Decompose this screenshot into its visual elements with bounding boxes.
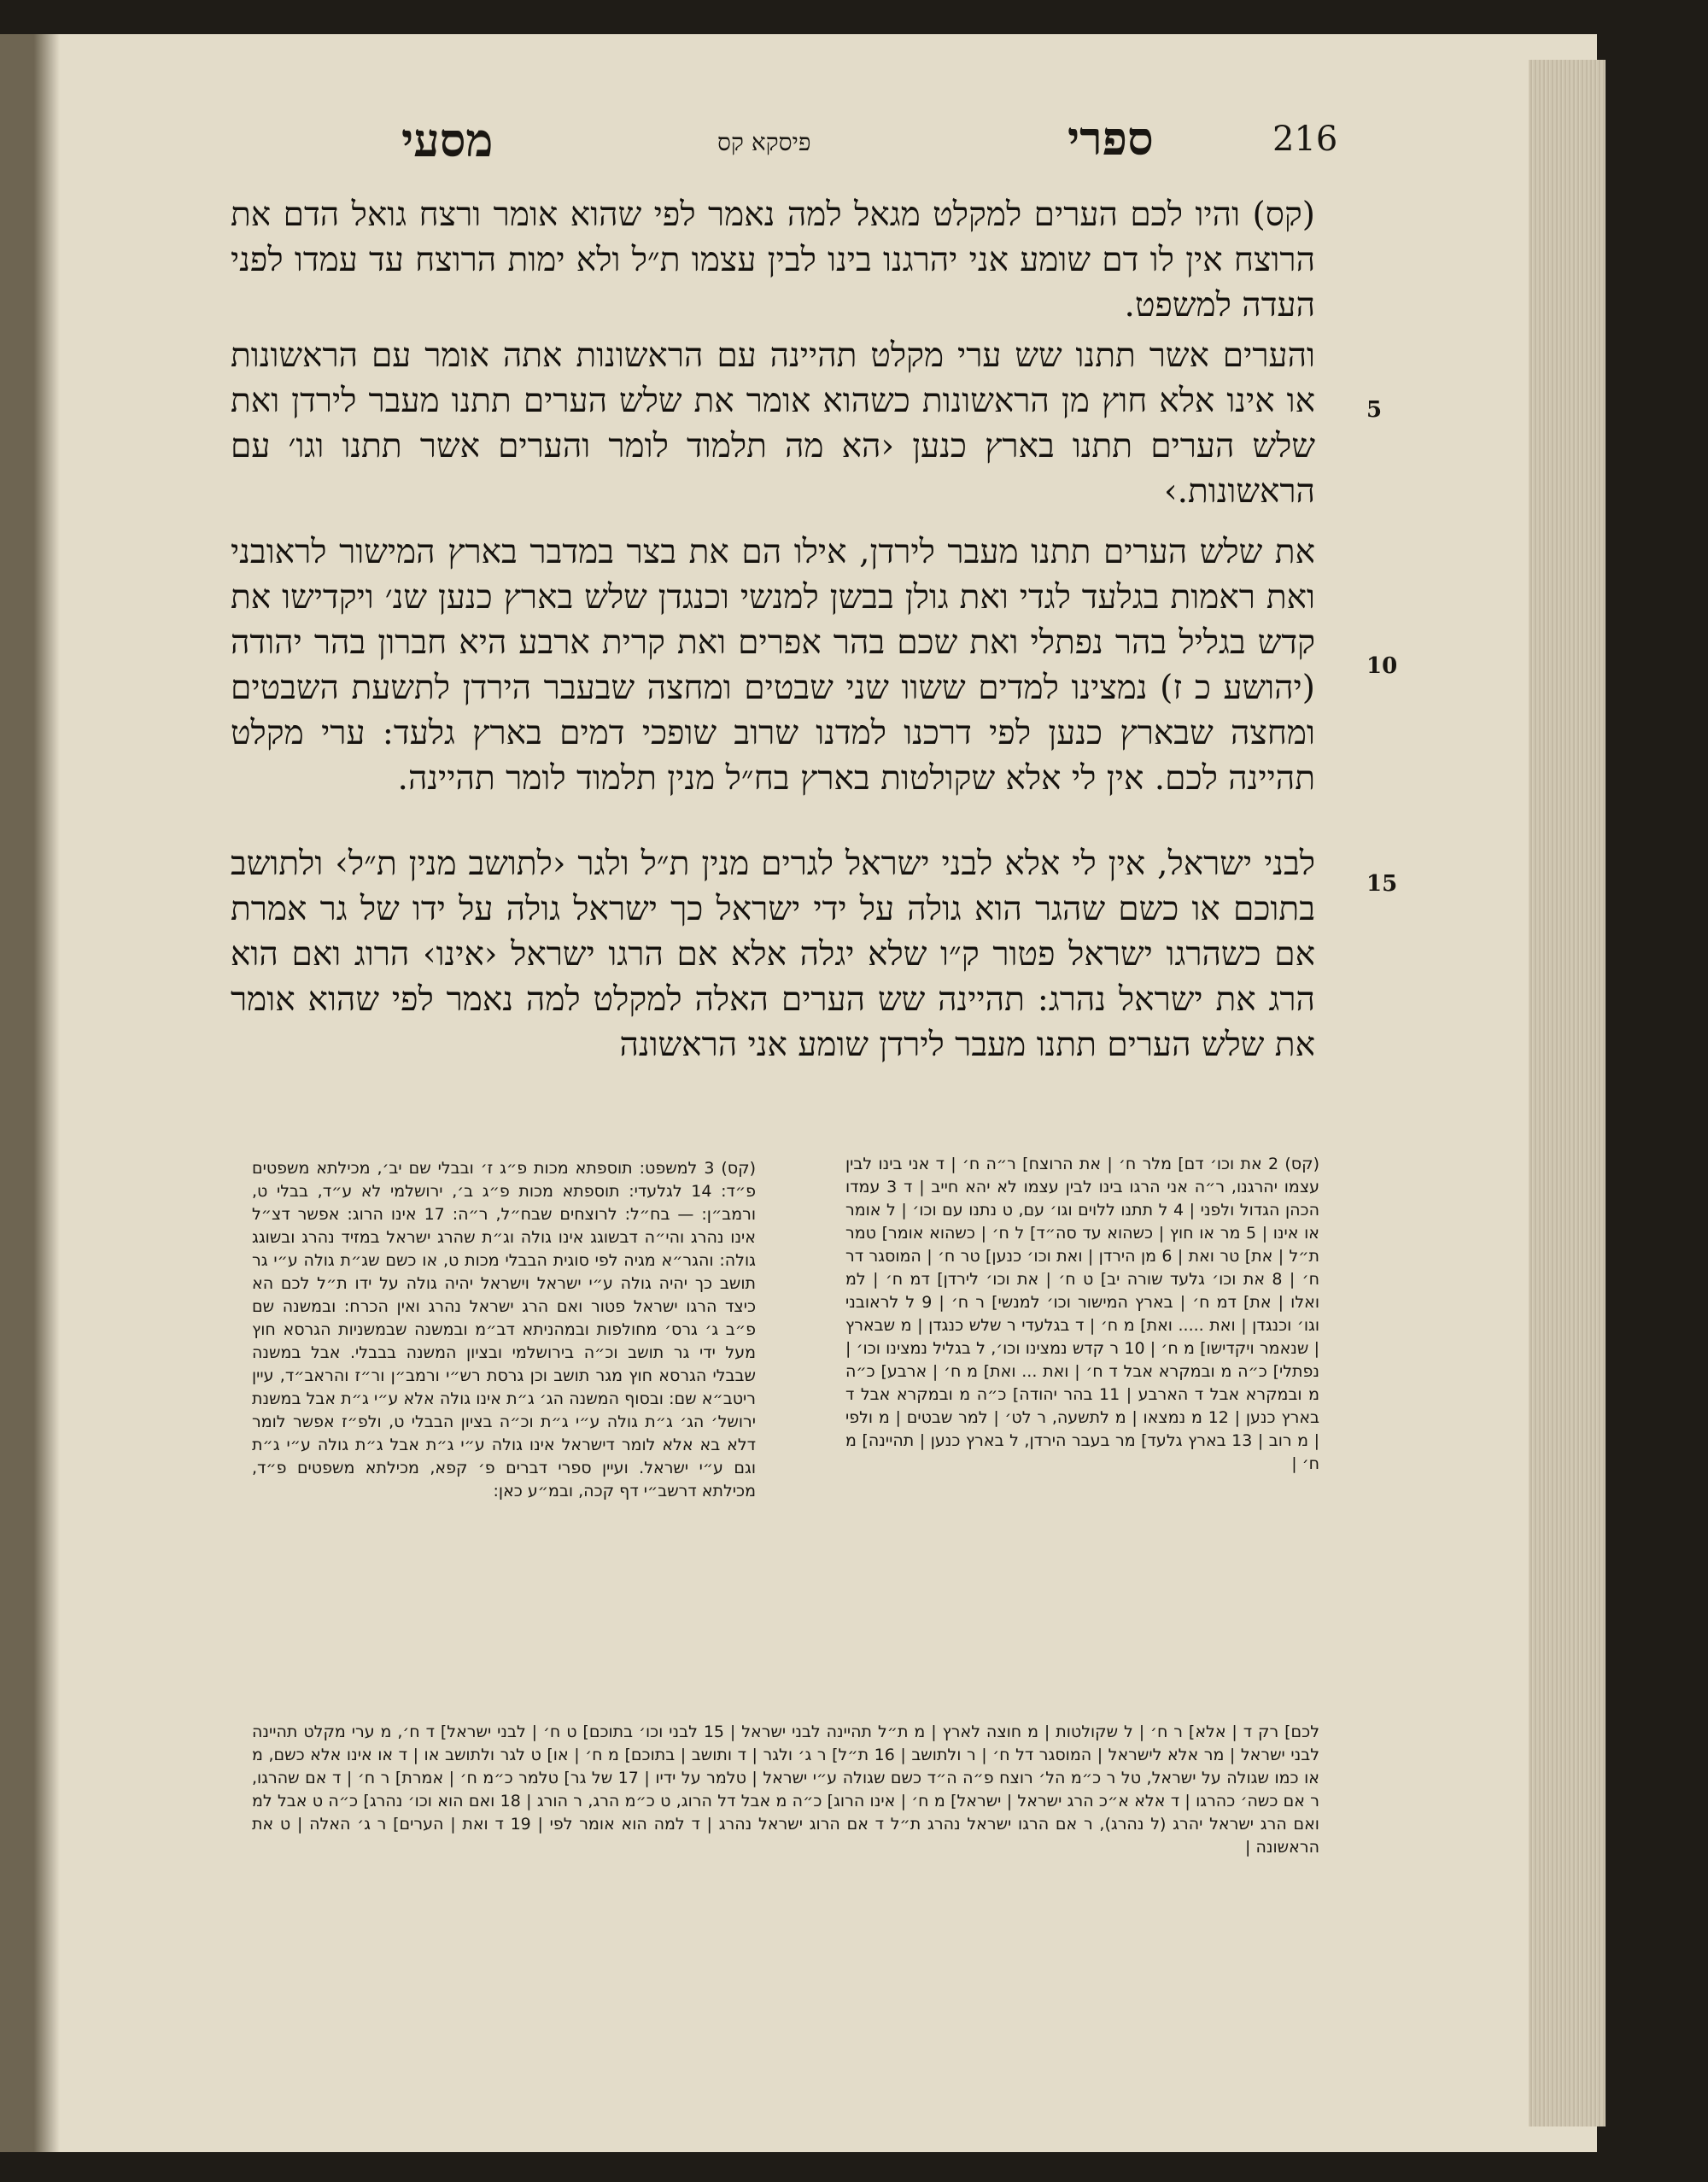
facing-page-edge (0, 34, 34, 2152)
variant-readings-continued: לכם] רק ד | אלא] ר ח׳ | ל שקולטות | מ חוצה לארץ | מ ת״ל תהיינה לבני ישראל | 15 לבני וכו׳ בתוכם] ט ח׳ | לבני ישראל] ד ח׳, מ ערי מקלט תהיינה לבני ישראל | מר אלא לישראל | המוסגר דל ח׳ | ר ולתושב | 16 ת״ל] ר ג׳ ולגר | ד ותושב | בתוכם] מ ח׳ | או] ט לגר ולתושב או | ד או אינו אלא כשם, מ או כמו שגולה על ישראל, טל ר כ״מ הל׳ רוצח פ״ה ה״ד כשם שגולה ע״י ישראל | טלמר על ידיו | 17 של גר] טלמר כ״מ ח׳ | אמרת] ר ח׳ | ד אם שהרגו, ר אם כשה׳ כהרגו | ד אלא א״כ הרג ישראל | ישראל] מ ח׳ | אינו הרוג] כ״ה מ אבל דל הרוג, ט כ״מ הרג, ר הורג | 18 ואם הוא וכו׳ נהרג] כ״ה ט אבל למ ואם הרג ישראל יהרג (ל נהרג), ר אם הרגו ישראל נהרג ת״ל ד אם הרוג ישראל נהרג | ד למה הוא אומר לפי | 19 ד ואת | הערים] ר ג׳ האלה | ט את הראשונה | (252, 1723, 1320, 1857)
line-number-5: 5 (1366, 397, 1383, 423)
main-text-paragraph-2: והערים אשר תתנו שש ערי מקלט תהיינה עם הראשונות אתה אומר עם הראשונות או אינו אלא חוץ מן הראשונות כשהוא אומר את שלש הערים תתנו מעבר לירדן ואת שלש הערים תתנו בארץ כנען ‹הא מה תלמוד לומר והערים אשר תתנו וגו׳ עם הראשונות.› (231, 336, 1315, 511)
page-stack-edge (1529, 60, 1606, 2126)
running-head-parsha: מסעי (401, 113, 494, 167)
line-number-15: 15 (1366, 871, 1398, 897)
main-text-paragraph-4: לבני ישראל, אין לי אלא לבני ישראל לגרים מנין ת״ל ולגר ‹לתושב מנין ת״ל› ולתושב בתוכם או כשם שהגר הוא גולה על ידי ישראל כך ישראל גולה על ידו של גר אמרת אם כשהרגו ישראל פטור ק״ו שלא יגלה אלא אם הרגו ישראל ‹אינו› הרוג ואם הוא הרג את ישראל נהרג: תהיינה שש הערים האלה למקלט למה נאמר לפי שהוא אומר את שלש הערים תתנו מעבר לירדן שומע אני הראשונה (231, 845, 1315, 1064)
main-text-paragraph-3: את שלש הערים תתנו מעבר לירדן, אילו הם את בצר במדבר בארץ המישור לראובני ואת ראמות בגלעד לגדי ואת גולן בבשן למנשי וכנגדן שלש בארץ כנען שנ׳ ויקדישו את קדש בגליל בהר נפתלי ואת שכם בהר אפרים ואת קרית ארבע היא חברון בהר יהודה (יהושע כ ז) נמצינו למדים ששוו שני שבטים ומחצה שבעבר הירדן לתשעת השבטים ומחצה שבארץ כנען לפי דרכנו למדנו שרוב שופכי דמים בארץ גלעד: ערי מקלט תהיינה לכם. אין לי אלא שקולטות בארץ בח״ל מנין תלמוד לומר תהיינה. (231, 533, 1315, 798)
running-head-book: ספרי (1068, 111, 1154, 166)
page-number: 216 (1272, 120, 1338, 159)
main-text-paragraph-1: (קס) והיו לכם הערים למקלט מגאל למה נאמר לפי שהוא אומר ורצח גואל הדם את הרוצח אין לו דם שומע אני יהרגנו בינו לבין עצמו ת״ל ולא ימות הרוצח עד עמדו לפני העדה למשפט. (231, 196, 1315, 325)
binding-shadow (34, 34, 60, 2152)
variant-readings-apparatus: (קס) 2 את וכו׳ דם] מלר ח׳ | את הרוצח] ר״ה ח׳ | ד אני בינו לבין עצמו יהרגנו, ר״ה אני הרגו בינו לבין עצמו לא יהא חייב | ד 3 עמדו הכהן הגדול ולפני | 4 ל תתנו ללוים וגו׳ עם, ט נתנו עם וכו׳ | ל אומר או אינו | 5 מר או חוץ | כשהוא עד סה״ד] ל ח׳ | כשהוא אומר] טמר ת״ל | את] טר ואת | 6 מן הירדן | ואת וכו׳ כנען] טר ח׳ | המוסגר דר ח׳ | 8 את וכו׳ גלעד שורה יב] ט ח׳ | את וכו׳ לירדן] דמ ח׳ | למ ואלו | את] דמ ח׳ | בארץ המישור וכו׳ למנשי] ר ח׳ | 9 ל לראובני וגו׳ וכנגדן | ואת ..... ואת] מ ח׳ | ד בגלעדי ר שלש כנגדן | מ שבארץ | שנאמר ויקדישו] מ ח׳ | 10 ר קדש נמצינו וכו׳, ל בגליל נמצינו וכו׳ | נפתלי] כ״ה מ ובמקרא אבל ד ח׳ | ואת ... ואת] מ ח׳ | ארבע] כ״ה מ ובמקרא אבל ד הארבע | 11 בהר יהודה] כ״ה מ ובמקרא אבל ד בארץ כנען | 12 מ נמצאו | מ לתשעה, ר לט׳ | למר שבטים | מ ולפי | מ רוב | 13 בארץ גלעד] מר בעבר הירדן, ל בארץ כנען | תהיינה] מ ח׳ | (845, 1155, 1320, 1473)
line-number-10: 10 (1366, 653, 1398, 679)
sources-apparatus: (קס) 3 למשפט: תוספתא מכות פ״ג ז׳ ובבלי שם יב׳, מכילתא משפטים פ״ד: 14 לגלעדי: תוספתא מכות פ״ג ב׳, ירושלמי לא ע״ד, בבלי ט, ורמב״ן: — בח״ל: לרוצחים שבח״ל, ר״ה: 17 אינו הרוג: אפשר דצ״ל אינו נהרג והי״ה דבשוגג אינו גולה וג״ת שהרג ישראל במזיד נהרג ובשוגג גולה: והגר״א מגיה לפי סוגית הבבלי מכות ט, או כשם שג״ת גולה ע״י גר תושב כך יהיה גולה ע״י ישראל וישראל יהיה גולה על ידו ת״ל לכם הא כיצד הרגו ישראל פטור ואם הרג ישראל נהרג ואין הכרח: ובמשנה שם פ״ב ג׳ גרס׳ מחולפות ובמהניתא דב״מ ובמשנה שבמשניות הגרסא חוץ מעל ידי גר תושב וכ״ה בירושלמי ובציון המשנה בבבלי. אבל במשנה שבבלי הגרסא חוץ מגר תושב וכן גרסת רש״י ורמב״ן ור״ז והראב״ד, עיין ריטב״א שם: ובסוף המשנה הג׳ ג״ת אינו גולה אלא ע״י ג״ת אבל במשנת ירושל׳ הג׳ ג״ת גולה ע״י ג״ת וכ״ה בציון הבבלי ט, ולפ״ז אפשר לומר דלא בא אלא לומר דישראל אינו גולה ע״י ג״ת אבל ג״ת גולה ע״י ג״ת וגם ע״י ישראל. ועיין ספרי דברים פ׳ קפא, מכילתא משפטים פ״ד, מכילתא דרשב״י דף קכה, ובמ״ע כאן: (252, 1159, 756, 1500)
running-head-section: פיסקא קס (717, 128, 811, 156)
